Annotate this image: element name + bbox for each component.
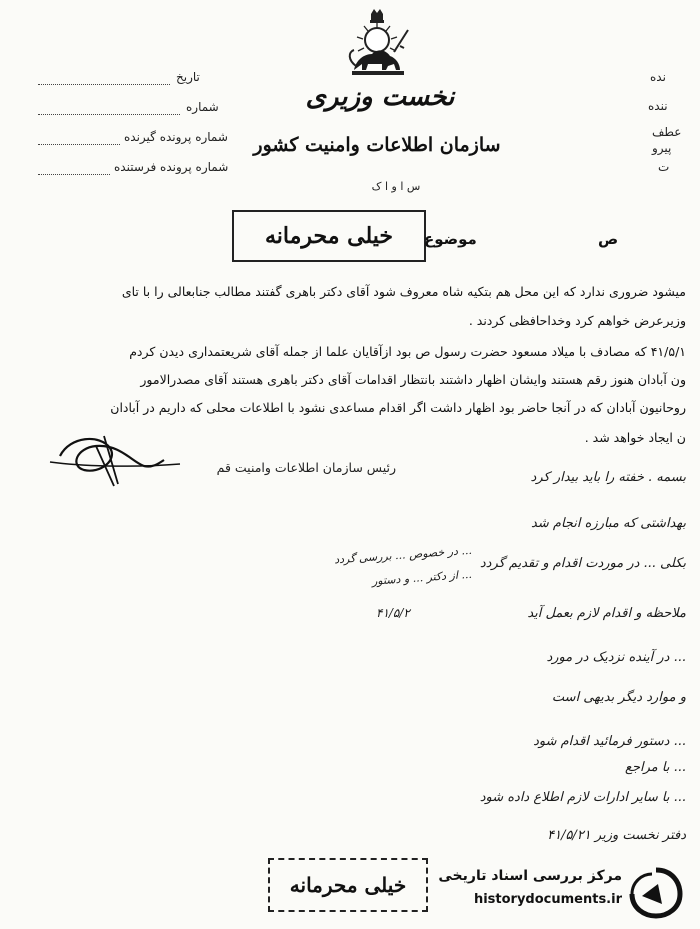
left-field-4: پیرو: [652, 141, 672, 155]
bottom-classification-stamp: خیلی محرمانه: [268, 858, 428, 912]
hand-note-line-10: دفتر نخست وزیر ۴۱/۵/۲۱: [547, 828, 686, 843]
number-dotline: [38, 114, 180, 115]
watermark-url: historydocuments.ir: [473, 892, 622, 907]
hand-note-line-3: بکلی ... در موردت اقدام و تقدیم گردد: [479, 556, 686, 571]
body-line-4: ون آبادان هنوز رقم هستند وایشان اظهار داشتند بانتظار اقدامات آقای دکتر باهری هستند آقای مصدرالامور: [140, 372, 686, 387]
ministry-title: نخست وزیری: [305, 82, 455, 112]
body-line-3: ۴۱/۵/۱ که مصادف با میلاد مسعود حضرت رسول ص بود ازآقایان علما از جمله آقای شریعتمداری دیدن کردم: [129, 344, 686, 359]
body-line-1: میشود ضروری ندارد که این محل هم بتکیه شاه معروف شود آقای دکتر باهری گفتند مطالب جنابعالی را با تای: [121, 284, 686, 299]
body-line-6: ن ایجاد خواهد شد .: [584, 430, 686, 445]
lion-and-sun-emblem-icon: [338, 8, 416, 80]
middle-note-date: ۴۱/۵/۲: [376, 606, 410, 620]
left-field-3: عطف: [652, 125, 682, 139]
recipient-file-label: شماره پرونده گیرنده: [124, 130, 228, 144]
classification-stamp: خیلی محرمانه: [232, 210, 426, 262]
signature-title: رئیس سازمان اطلاعات وامنیت قم: [216, 460, 396, 475]
left-field-2: ننده: [648, 99, 668, 113]
hand-note-line-2: بهداشتی که مبارزه انجام شد: [531, 516, 686, 531]
reference-code: س ا و ا ک: [371, 180, 421, 193]
sender-file-dotline: [38, 174, 110, 175]
archive-logo-icon: [628, 866, 684, 920]
left-field-1: نده: [650, 70, 666, 84]
number-label: شماره: [186, 100, 219, 114]
hand-note-line-7: ... دستور فرمائید اقدام شود: [533, 734, 686, 749]
body-line-5: روحانیون آبادان که در آنجا حاضر بود اظهار داشت اگر اقدام مساعدی نشود با اطلاعات محلی که داریم در آبادان: [110, 400, 686, 415]
hand-note-line-4: ملاحظه و اقدام لازم بعمل آید: [527, 606, 686, 621]
signature-scribble-icon: [40, 426, 190, 492]
left-field-5: ت: [658, 160, 670, 174]
recipient-file-dotline: [38, 144, 120, 145]
body-line-2: وزیرعرض خواهم کرد وخداحافظی کردند .: [468, 313, 686, 328]
hand-note-line-6: و موارد دیگر بدیهی است: [551, 690, 686, 705]
date-dotline: [38, 84, 170, 85]
subject-value: ص: [598, 230, 619, 248]
middle-note-line-2: ... از دکتر ... و دستور: [371, 567, 473, 588]
sender-file-label: شماره پرونده فرستنده: [114, 160, 229, 174]
hand-note-line-1: بسمه . خفته را باید بیدار کرد: [530, 470, 686, 485]
hand-note-line-9: ... با سایر ادارات لازم اطلاع داده شود: [479, 790, 686, 805]
hand-note-line-8: ... با مراجع: [625, 760, 686, 775]
watermark-title: مرکز بررسی اسناد تاریخی: [438, 868, 622, 884]
middle-note-line-1: ... در خصوص ... بررسی گردد: [333, 543, 473, 567]
hand-note-line-5: ... در آینده نزدیک در مورد: [546, 650, 686, 665]
subject-label: موضوع: [424, 230, 477, 248]
date-label: تاریخ: [176, 70, 200, 84]
organization-title: سازمان اطلاعات وامنیت کشور: [253, 134, 501, 156]
